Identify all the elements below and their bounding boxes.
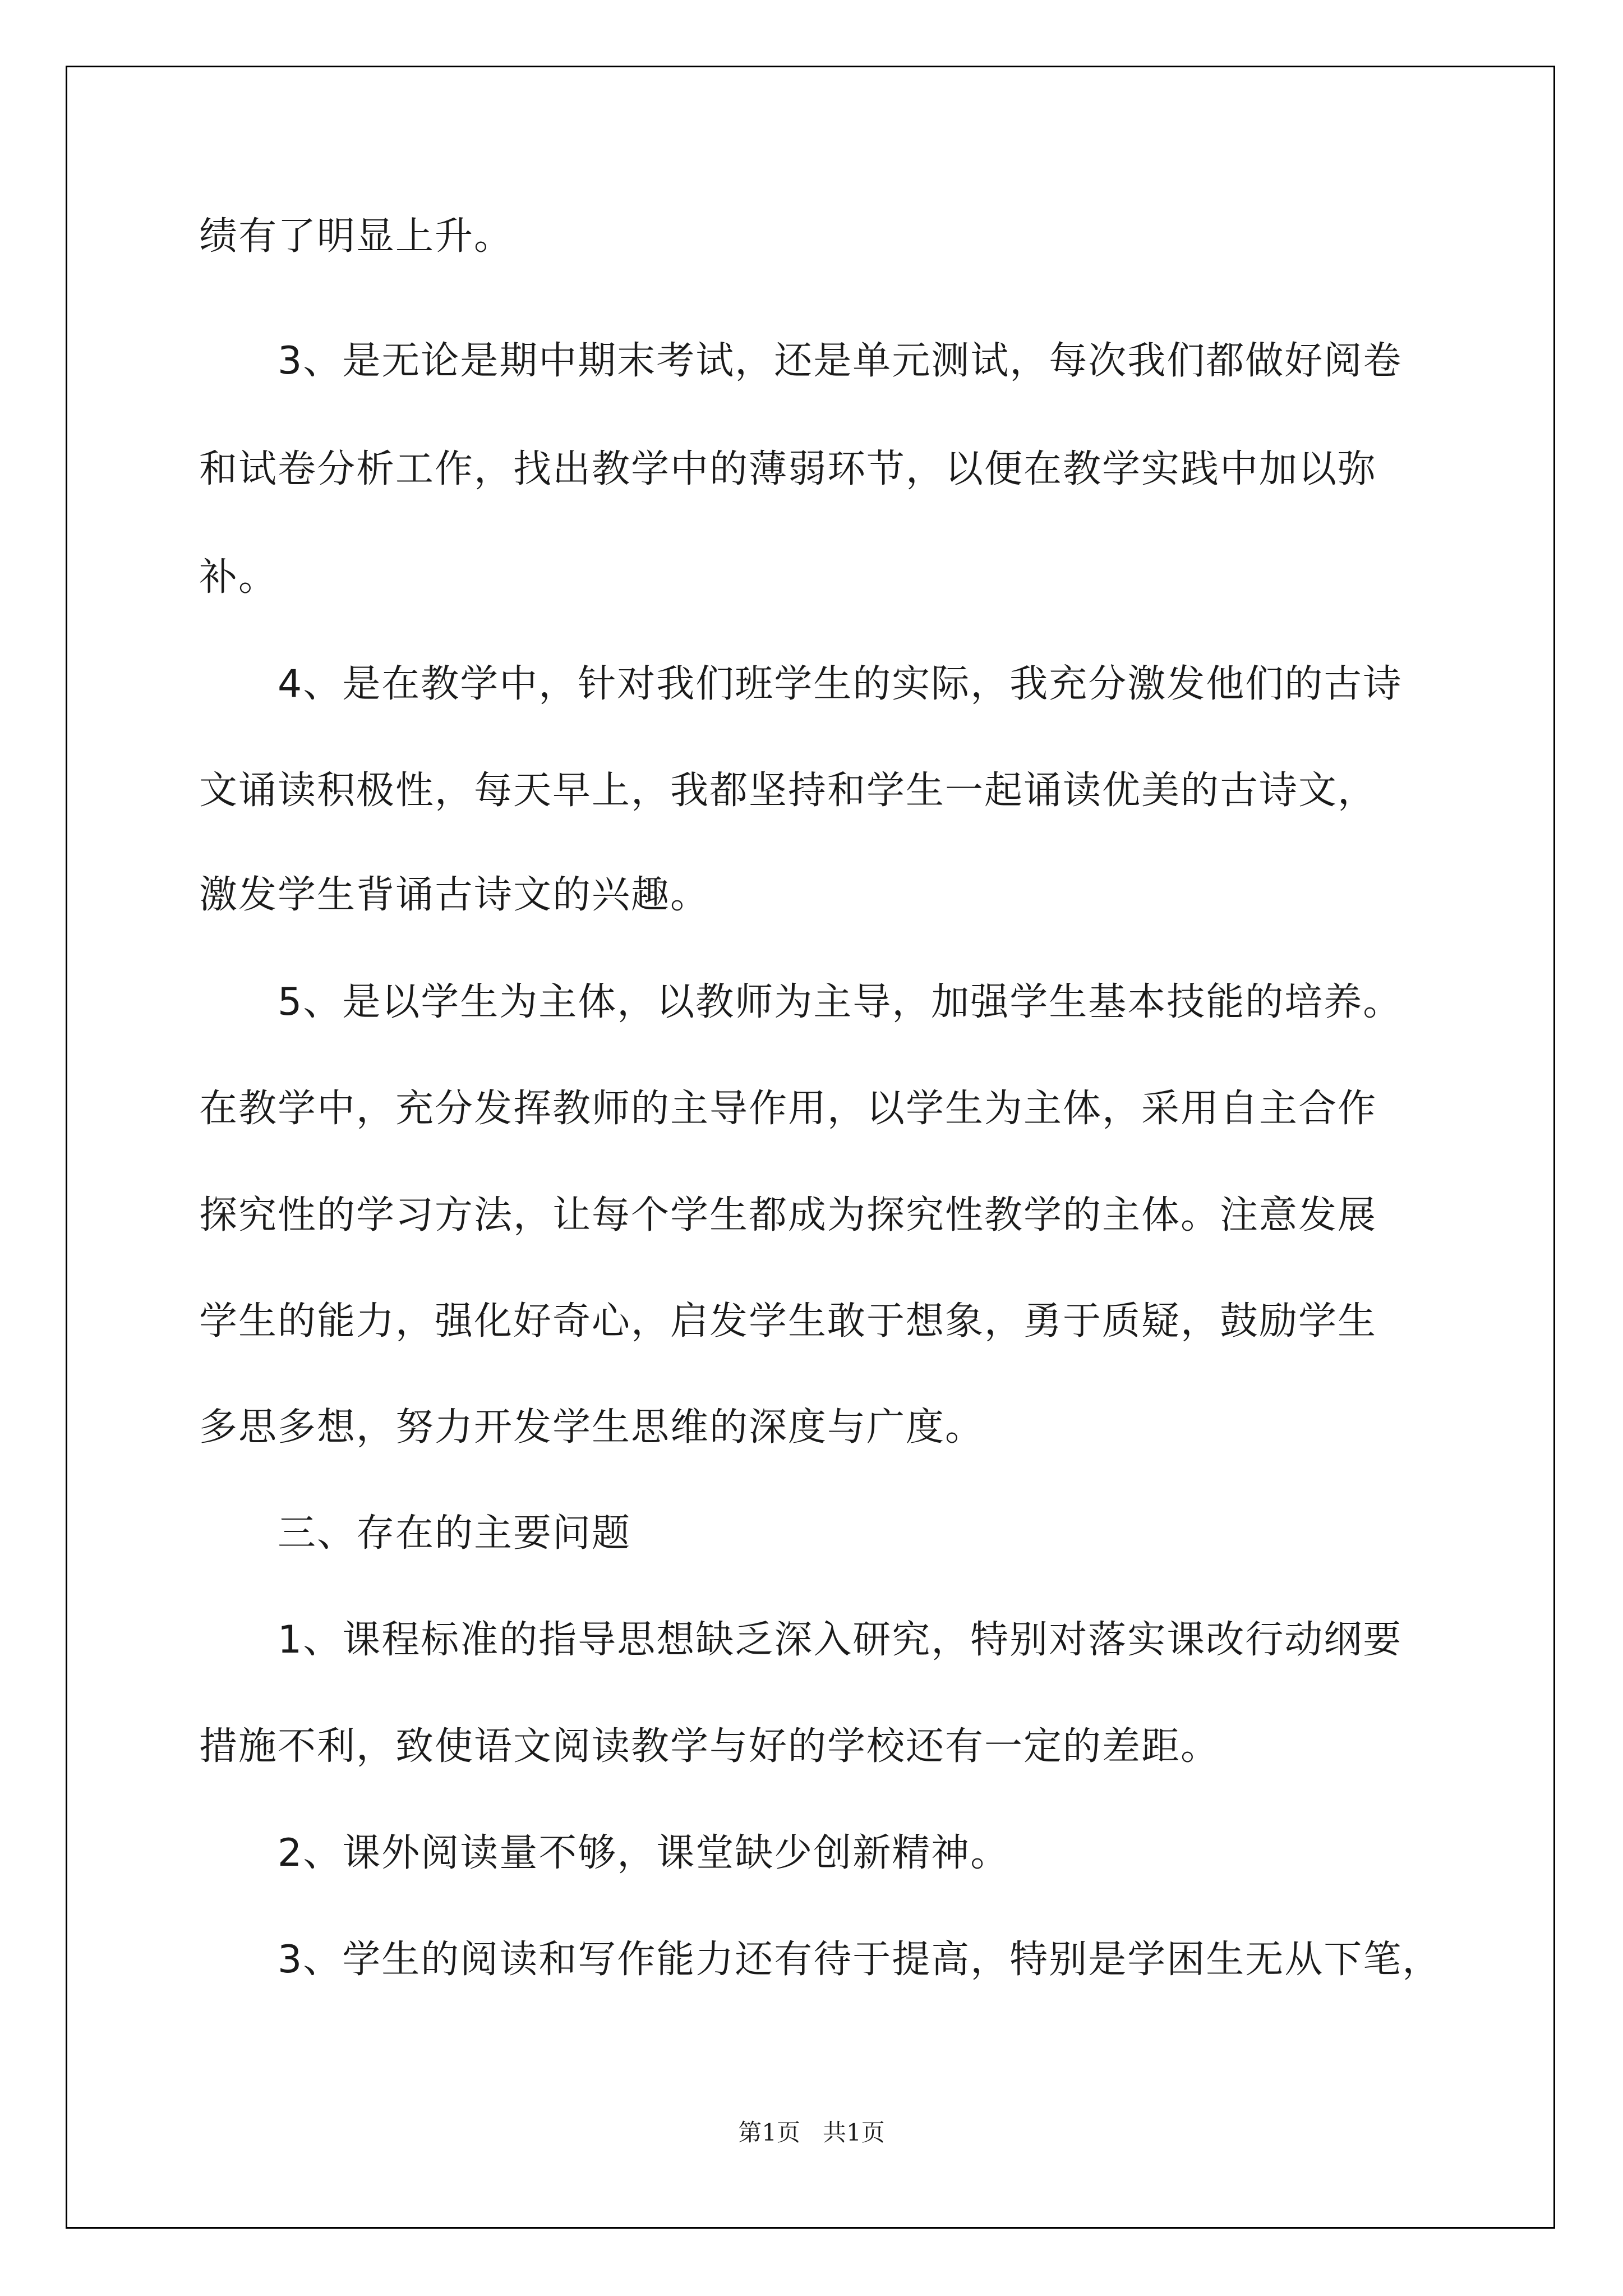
page-border: [66, 66, 1555, 2229]
text-line: 1、课程标准的指导思想缺乏深入研究，特别对落实课改行动纲要: [278, 1618, 1403, 1662]
text-line: 2、课外阅读量不够，课堂缺少创新精神。: [278, 1831, 1010, 1875]
page-footer: 第1页 共1页: [738, 2119, 885, 2146]
text-line: 文诵读积极性，每天早上，我都坚持和学生一起诵读优美的古诗文，: [199, 769, 1377, 813]
text-line: 和试卷分析工作，找出教学中的薄弱环节，以便在教学实践中加以弥: [199, 447, 1377, 491]
text-line: 3、学生的阅读和写作能力还有待于提高，特别是学困生无从下笔，: [278, 1938, 1442, 1982]
text-line: 激发学生背诵古诗文的兴趣。: [199, 873, 710, 917]
section-heading: 三、存在的主要问题: [278, 1511, 631, 1556]
text-line: 在教学中，充分发挥教师的主导作用，以学生为主体，采用自主合作: [199, 1087, 1377, 1131]
text-line: 多思多想，努力开发学生思维的深度与广度。: [199, 1405, 985, 1450]
text-line: 补。: [199, 555, 278, 600]
text-line: 3、是无论是期中期末考试，还是单元测试，每次我们都做好阅卷: [278, 339, 1403, 383]
text-line: 学生的能力，强化好奇心，启发学生敢于想象，勇于质疑，鼓励学生: [199, 1299, 1377, 1343]
text-line: 绩有了明显上升。: [199, 214, 514, 259]
text-line: 措施不利，致使语文阅读教学与好的学校还有一定的差距。: [199, 1724, 1220, 1769]
text-line: 5、是以学生为主体，以教师为主导，加强学生基本技能的培养。: [278, 980, 1403, 1024]
text-line: 探究性的学习方法，让每个学生都成为探究性教学的主体。注意发展: [199, 1193, 1377, 1237]
text-line: 4、是在教学中，针对我们班学生的实际，我充分激发他们的古诗: [278, 662, 1403, 706]
